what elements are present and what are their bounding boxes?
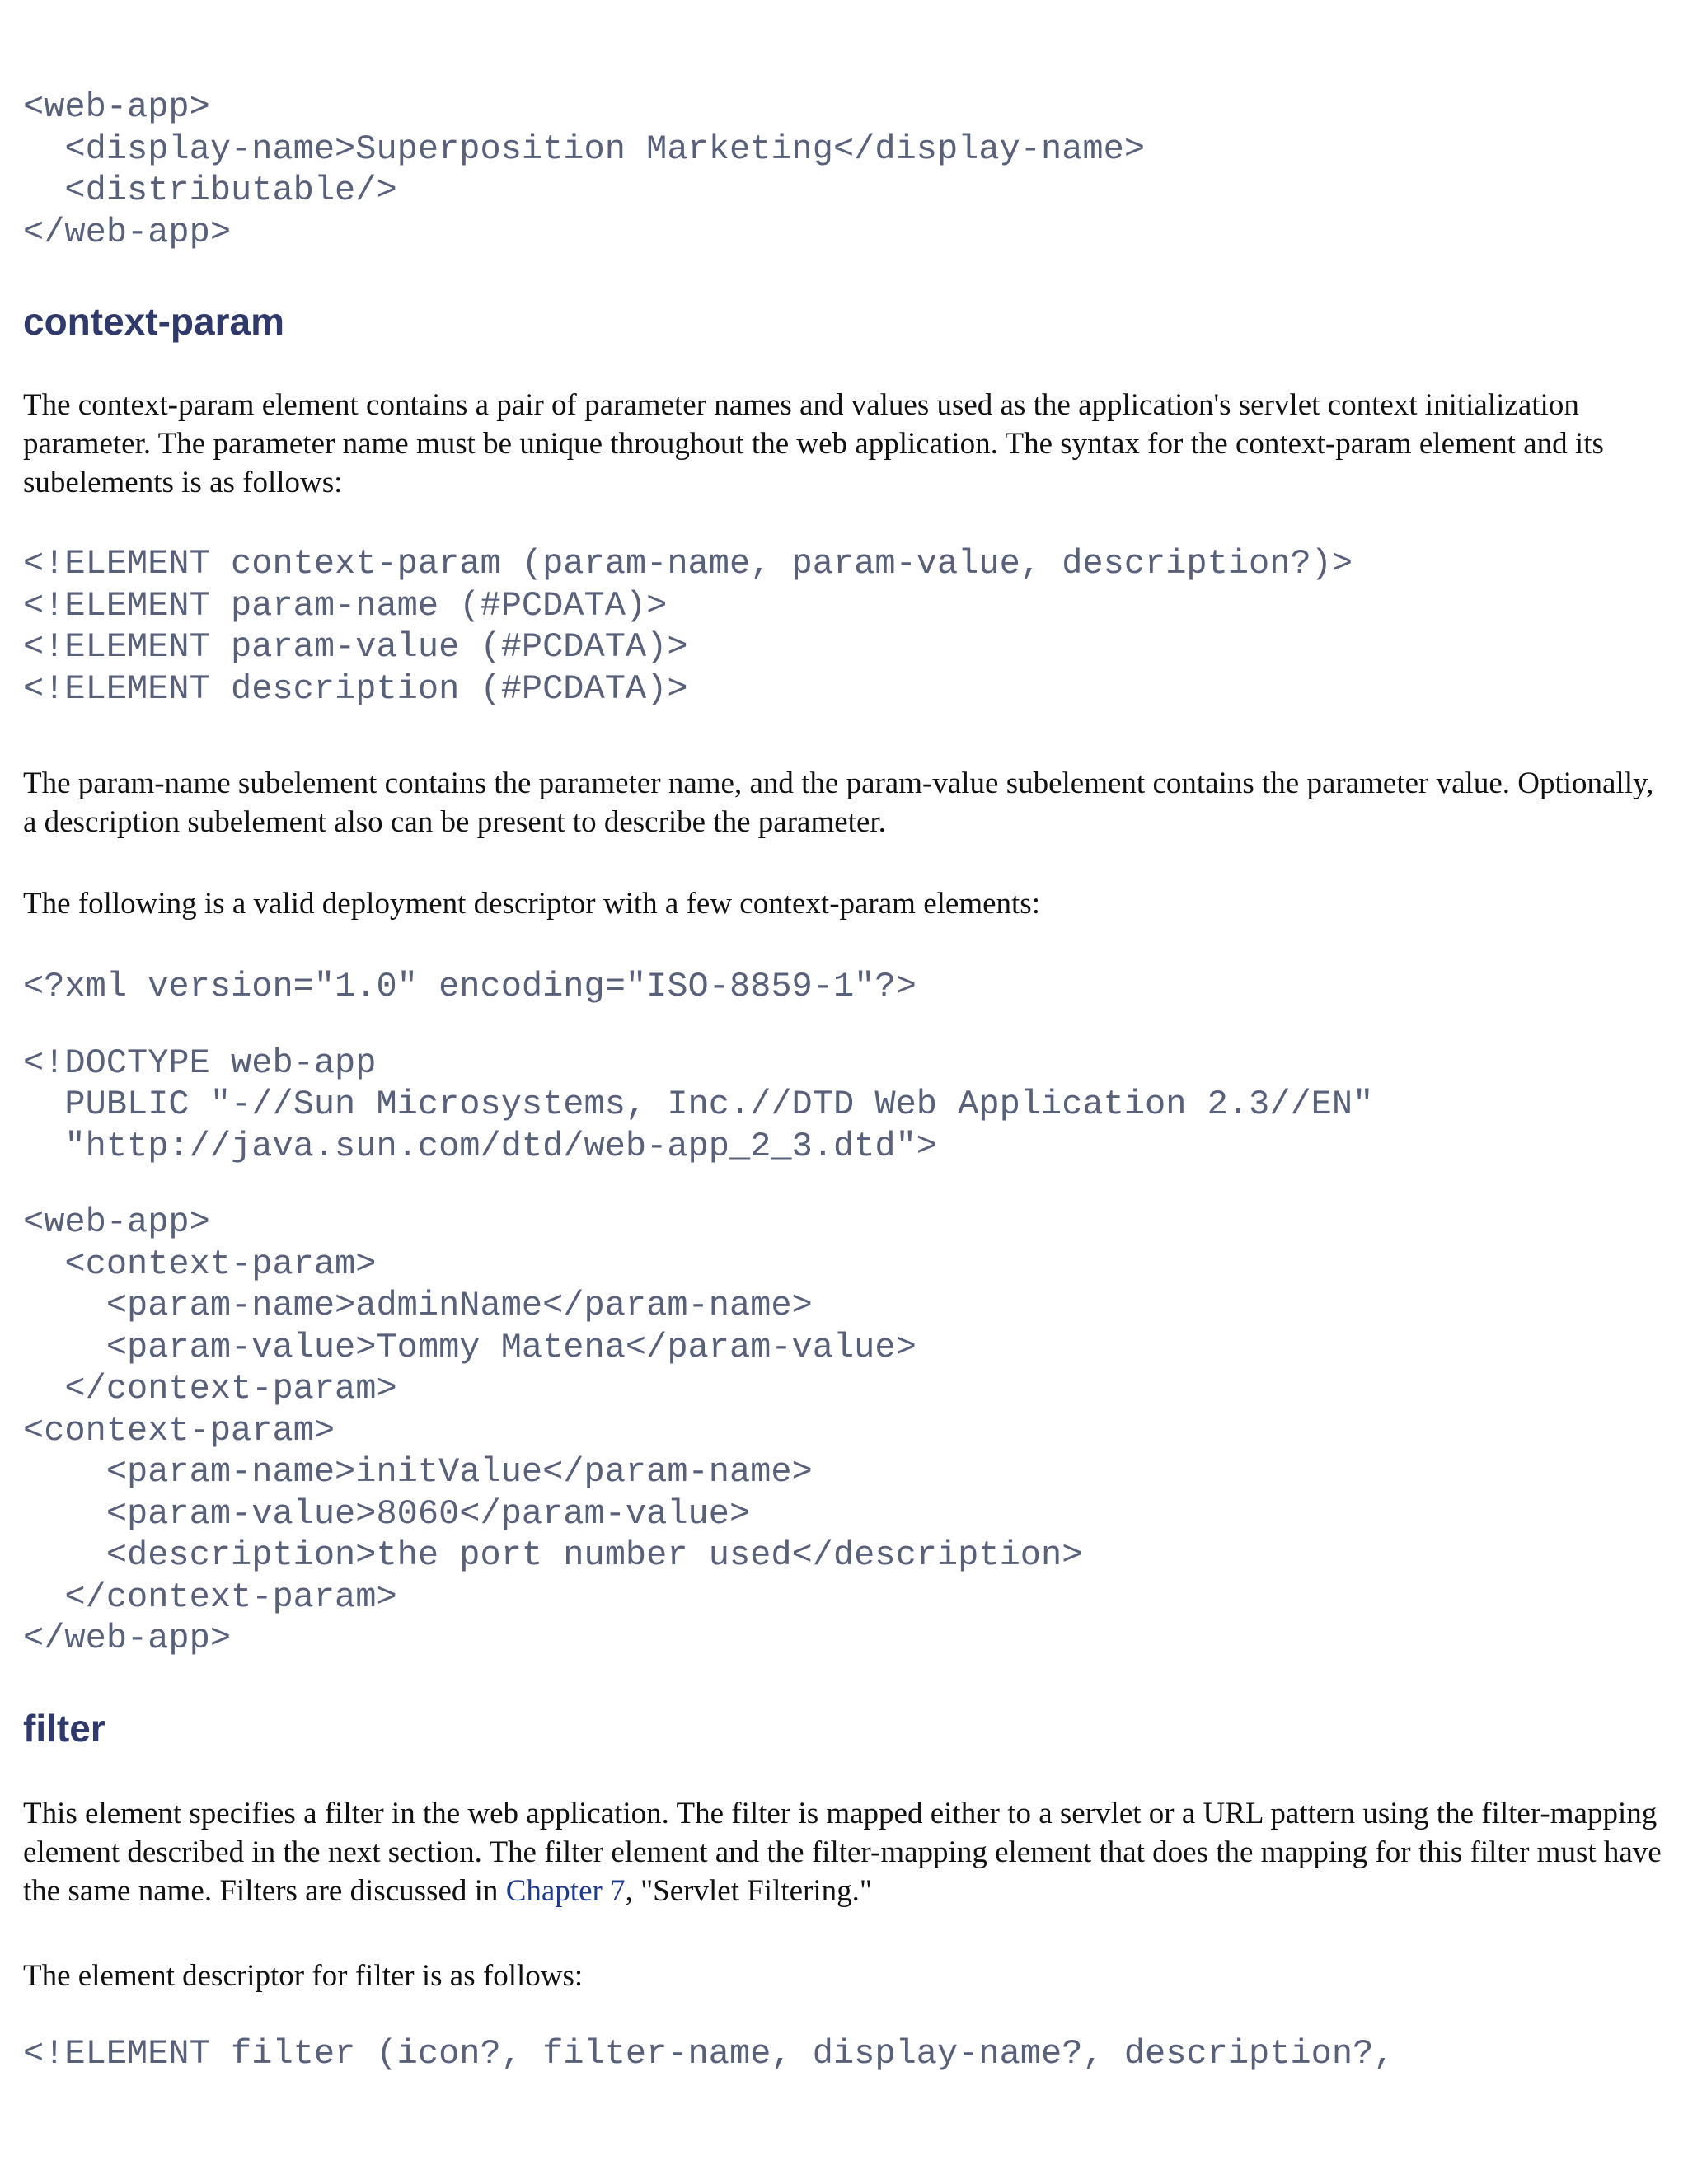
code-block-filter-dtd (23, 2033, 1663, 2075)
filter-intro-paragraph (23, 1794, 1663, 1910)
code-line: <!ELEMENT param-name (#PCDATA)> (23, 585, 668, 626)
code-line: </web-app> (23, 212, 232, 252)
code-line: <distributable/> (23, 171, 397, 210)
code-block-xml-declaration (23, 966, 1663, 1008)
code-line: <param-name>initValue</param-name> (23, 1452, 813, 1492)
code-line: <!ELEMENT filter (icon?, filter-name, display-name?, description?, (23, 2033, 1395, 2074)
code-line: <!ELEMENT param-value (#PCDATA)> (23, 627, 688, 667)
section-heading-context-param: context-param (23, 300, 284, 343)
filter-intro-text: This element specifies a filter in the web application. The filter is mapped either to a servlet or a URL pattern using the filter-mapping element described in the next section. The filter element and the filter-mapping element that does the mapping for this filter must have the same name. Filters are discussed in (23, 1796, 1662, 1908)
chapter-7-link[interactable]: Chapter 7 (505, 1873, 626, 1908)
code-line: <param-name>adminName</param-name> (23, 1286, 813, 1325)
code-line: <description>the port number used</description> (23, 1535, 1083, 1575)
section-heading-filter: filter (23, 1706, 106, 1750)
code-line: <param-value>8060</param-value> (23, 1493, 751, 1534)
context-param-intro-paragraph: The context-param element contains a pair of parameter names and values used as the application's servlet context initialization parameter. The parameter name must be unique throughout the web application. The syntax for the context-param element and its subelements is as follows: (23, 388, 1604, 499)
code-line: </web-app> (23, 1619, 232, 1658)
code-line: <web-app> (23, 1202, 210, 1242)
main-flow (23, 298, 1663, 2074)
code-line: </context-param> (23, 1369, 397, 1408)
code-block-context-param-example (23, 1202, 1663, 1660)
code-block-context-param-dtd (23, 543, 1663, 710)
code-line: PUBLIC "-//Sun Microsystems, Inc.//DTD Web Application 2.3//EN" (23, 1085, 1374, 1124)
code-block-doctype (23, 1043, 1663, 1168)
filter-descriptor-paragraph: The element descriptor for filter is as follows: (23, 1958, 584, 1993)
code-block-web-app-distributable (23, 87, 1145, 253)
code-line: <!ELEMENT context-param (param-name, param-value, description?)> (23, 544, 1353, 583)
code-line: <!ELEMENT description (#PCDATA)> (23, 668, 688, 709)
code-line: <?xml version="1.0" encoding="ISO-8859-1"?> (23, 967, 917, 1006)
code-line: "http://java.sun.com/dtd/web-app_2_3.dtd"> (23, 1126, 937, 1166)
code-line: <display-name>Superposition Marketing</display-name> (23, 129, 1146, 169)
code-line: <context-param> (23, 1410, 335, 1451)
code-line: </context-param> (23, 1577, 397, 1617)
code-line: <context-param> (23, 1244, 377, 1284)
following-example-paragraph: The following is a valid deployment descriptor with a few context-param elements: (23, 887, 1040, 921)
param-name-explanation-paragraph: The param-name subelement contains the parameter name, and the param-value subelement contains the parameter value. Optionally, a description subelement also can be present to describe the parameter. (23, 766, 1654, 839)
code-line: <param-value>Tommy Matena</param-value> (23, 1327, 917, 1367)
filter-intro-text-end: , "Servlet Filtering." (625, 1873, 873, 1908)
code-line: <!DOCTYPE web-app (23, 1043, 377, 1083)
code-line: <web-app> (23, 87, 210, 127)
